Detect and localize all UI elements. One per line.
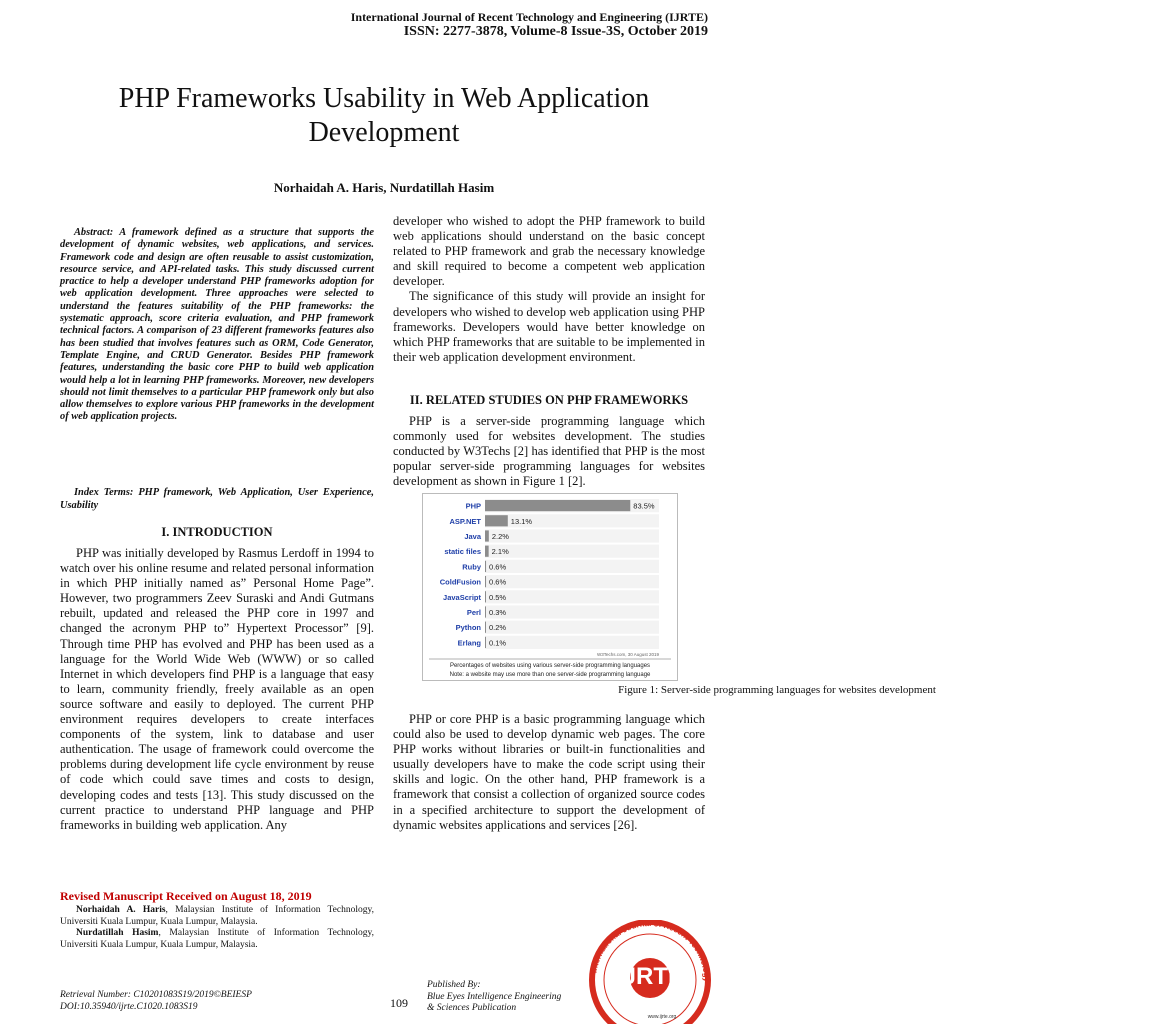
published-by-label: Published By: (427, 980, 481, 990)
bar (485, 561, 486, 572)
doi: DOI:10.35940/ijrte.C1020.1083S19 (60, 1001, 198, 1012)
author-list: Norhaidah A. Haris, Nurdatillah Hasim (273, 180, 495, 195)
introduction-continued (393, 214, 705, 365)
introduction-text (60, 546, 374, 833)
category-label: Ruby (462, 562, 481, 572)
figure-1-chart (422, 493, 678, 681)
bar (485, 637, 486, 648)
category-label: static files (444, 547, 481, 557)
bar (485, 622, 486, 633)
paragraph: PHP or core PHP is a basic programming language which could also be used to develop dynamic web pages. The core PHP works without libraries or built-in functionalities and usually developers have to make the code script using their skills and logic. On the other hand, PHP framework is a framework that consist a collection of organized source codes in a specified architecture to support the development of dynamic websites applications and services [26]. (393, 712, 705, 832)
paper-title: PHP Frameworks Usability in Web Application Development (118, 83, 650, 148)
paragraph: The significance of this study will provide an insight for developers who wished to develop web application using PHP frameworks. Developers would have better knowledge on which PHP frameworks that are suitable to be implemented in their web application development environment. (393, 289, 705, 364)
abstract: Abstract: A framework defined as a structure that supports the development of dynamic websites, web applications, and services. Framework code and design are often reusable to assist customization, resource service, and API-related tasks. This study discussed current practice to help a developer understand PHP frameworks adoption for web application development. Three approaches were selected to understand the features suitability of the PHP frameworks: the systematic approach, score criteria evaluation, and PHP framework technical factors. A comparison of 23 different frameworks features also has been studied that involves features such as ORM, Code Generator, Template Engine, and CRUD Generator. Besides PHP framework features, understanding the basic core PHP to build web application would help a lot in learning PHP frameworks. Moreover, new developers should not limit themselves to a particular PHP framework only but also allow themselves to explore various PHP frameworks in the development of web application projects. (60, 227, 375, 423)
category-label: ASP.NET (449, 516, 481, 526)
category-label: Perl (466, 608, 481, 617)
category-label: JavaScript (443, 592, 481, 602)
affiliation: Norhaidah A. Haris, Malaysian Institute of Information Technology, Universiti Kuala Lumpur, Kuala Lumpur, Malaysia. (60, 905, 374, 927)
category-label: Erlang (457, 638, 481, 648)
chart-source: W3Techs.com, 30 August 2019 (596, 652, 659, 657)
paragraph: developer who wished to adopt the PHP framework to build web applications should understand on the basic concept related to PHP framework and grab the necessary knowledge and skill required to become a competent web application developer. (393, 214, 705, 289)
svg-text:www.ijrte.org: www.ijrte.org (647, 1014, 677, 1020)
bar (485, 576, 486, 587)
paragraph: PHP was initially developed by Rasmus Lerdoff in 1994 to watch over his online resume and related personal information in which PHP initially named as” Personal Home Page”. However, two programmers Zeev Suraski and Andi Gutmans rebuilt, updated and released the PHP core in 1997 and changed the acronym PHP to” Hypertext Processor” [9]. Through time PHP has evolved and PHP has been used as a language for the World Wide Web (WWW) or so called Internet in which developers find PHP is a language that easy to learn, community friendly, freely available as an open source software and easily to deployed. The current PHP environment requires developers to create interfaces components of the system, link to database and user authentication. The usage of framework could overcome the problems during development life cycle environment by reuse of code which could save times and costs to design, developing codes and tests [13]. This study discussed on the current practice to understand PHP language and PHP frameworks in building web application. Any (60, 546, 374, 832)
abstract-label: Abstract (74, 227, 110, 238)
related-studies-text (393, 414, 705, 489)
value-label: 0.5% (489, 592, 507, 602)
retrieval-info (60, 990, 252, 1013)
category-label: Java (464, 532, 481, 541)
value-label: 0.2% (489, 623, 507, 633)
issn-line: ISSN: 2277-3878, Volume-8 Issue-3S, October 2019 (403, 24, 708, 39)
value-label: 13.1% (510, 516, 533, 526)
value-label: 2.1% (491, 547, 509, 557)
bar-track (485, 575, 659, 588)
bar-track (485, 560, 659, 573)
bar (485, 591, 486, 602)
category-label: PHP (465, 501, 481, 511)
publisher-line-2: & Sciences Publication (427, 1003, 517, 1013)
affiliation: Nurdatillah Hasim, Malaysian Institute of Information Technology, Universiti Kuala Lumpur, Kuala Lumpur, Malaysia. (60, 928, 375, 950)
bar-chart (423, 494, 677, 680)
abstract-text: A framework defined as a structure that supports the development of dynamic websites, web applications, and services. Framework code and design are often reusable to assist customization, resource service, and API-related tasks. This study discussed current practice to help a developer understand PHP frameworks adoption for web application development. Three approaches were selected to understand the features suitability of the PHP frameworks: the systematic approach, score criteria evaluation, and PHP framework technical factors. A comparison of 23 different frameworks features also has been studied that involves features such as ORM, Code Generator, Template Engine, and CRUD Generator. Besides PHP framework features, understanding the basic core PHP to build web application would help a lot in learning PHP frameworks. Moreover, new developers should not limit themselves to a particular PHP framework only but also allow themselves to explore various PHP frameworks in the development of web application projects. (60, 227, 375, 423)
paragraph: PHP is a server-side programming language which commonly used for websites development. The studies conducted by W3Techs [2] has identified that PHP is the most popular server-side programming languages for websites development as shown in Figure 1 [2]. (393, 414, 705, 489)
value-label: 0.6% (489, 562, 507, 572)
bar (485, 530, 489, 541)
journal-name: International Journal of Recent Technology and Engineering (IJRTE) (350, 10, 708, 24)
bar-track (485, 621, 659, 634)
value-label: 0.6% (489, 577, 507, 587)
category-label: Python (455, 623, 481, 633)
bar-track (485, 590, 659, 603)
section-heading-related-studies: II. RELATED STUDIES ON PHP FRAMEWORKS (409, 393, 689, 407)
publisher-line-1: Blue Eyes Intelligence Engineering (427, 991, 562, 1002)
retrieval-number: Retrieval Number: C10201083S19/2019©BEIESP (60, 990, 252, 1000)
chart-note-2: Note: a website may use more than one server-side programming language (449, 672, 651, 678)
category-label: ColdFusion (439, 577, 481, 587)
section-heading-introduction: I. INTRODUCTION (161, 525, 273, 539)
revised-manuscript-notice: Revised Manuscript Received on August 18, 2019 (60, 889, 312, 903)
value-label: 83.5% (633, 501, 655, 511)
value-label: 2.2% (491, 532, 509, 541)
bar-track (485, 545, 659, 558)
bar-track (485, 529, 659, 542)
bar (485, 546, 489, 557)
publisher-info (427, 980, 561, 1015)
index-terms: Index Terms: PHP framework, Web Application, User Experience, Usability (60, 487, 374, 511)
page-number: 109 (390, 996, 408, 1010)
value-label: 0.1% (489, 638, 507, 648)
bar (485, 500, 630, 511)
chart-note-1: Percentages of websites using various server-side programming languages (449, 663, 651, 669)
svg-text:International Journal of Recen: International Journal of Recent Technology (589, 920, 712, 982)
affiliations (60, 905, 374, 951)
bar (485, 515, 508, 526)
bar (485, 606, 486, 617)
value-label: 0.3% (489, 608, 507, 617)
bar-track (485, 636, 659, 649)
svg-text:IJRTE: IJRTE (615, 963, 685, 990)
journal-logo (580, 920, 730, 1024)
related-studies-text-2 (393, 712, 705, 833)
figure-1-caption: Figure 1: Server-side programming languages for websites development (618, 684, 936, 696)
bar-track (485, 605, 659, 618)
